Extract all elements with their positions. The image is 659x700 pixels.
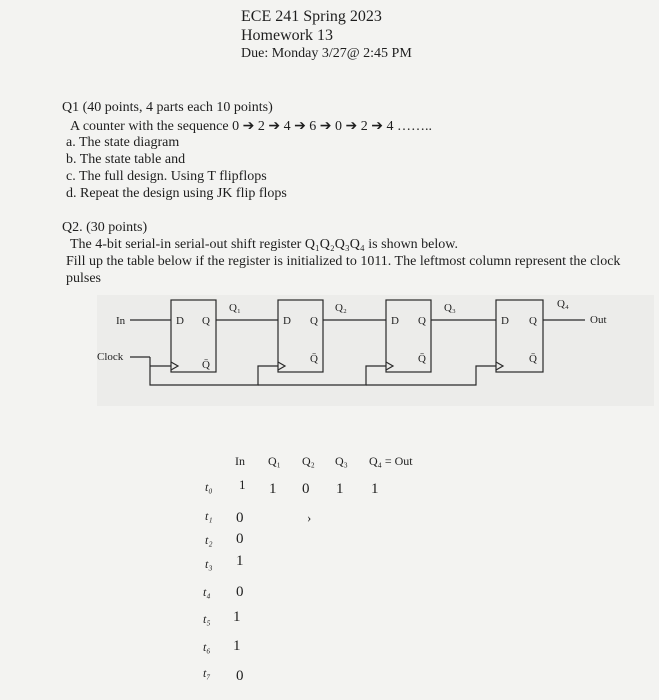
table-header-q3: Q₃ — [335, 454, 348, 468]
table-header-q4-out: Q₄ = Out — [369, 454, 413, 468]
ff2-d-label: D — [283, 315, 291, 327]
row-t0-label: t₀ — [205, 480, 213, 494]
ff1-q-label: Q — [202, 315, 210, 327]
stray-mark: › — [307, 510, 312, 525]
q1-part-b: b. The state table and — [66, 152, 186, 167]
q1-part-a: a. The state diagram — [66, 135, 180, 150]
row-t6-label: t₆ — [203, 640, 211, 654]
table-header-q2: Q₂ — [302, 454, 315, 468]
ff4-clock-triangle — [496, 362, 503, 370]
ff3-d-label: D — [391, 315, 399, 327]
row-t3-label: t₃ — [205, 557, 213, 571]
q2-line3: pulses — [66, 271, 101, 286]
row-t5-in: 1 — [233, 609, 241, 625]
q1-part-c: c. The full design. Using T flipflops — [66, 169, 267, 184]
row-t7-in: 0 — [236, 668, 244, 684]
ff4-q-label: Q — [529, 315, 537, 327]
row-t2-in: 0 — [236, 531, 244, 547]
row-t0-q2: 0 — [302, 481, 310, 497]
clock-to-ff3 — [258, 366, 386, 385]
in-label: In — [116, 315, 126, 327]
q1-part-d: d. Repeat the design using JK flip flops — [66, 186, 287, 201]
clock-bus — [150, 357, 278, 385]
q3-output-label: Q₃ — [444, 302, 456, 314]
q2-line2: Fill up the table below if the register is initialized to 1011. The leftmost column represent the clock — [66, 254, 621, 269]
row-t2-label: t₂ — [205, 533, 213, 547]
q1-output-label: Q₁ — [229, 302, 241, 314]
q2-output-label: Q₂ — [335, 302, 347, 314]
ff2-q-label: Q — [310, 315, 318, 327]
ff3-clock-triangle — [386, 362, 393, 370]
ff3-qbar-label: Q̄ — [418, 353, 426, 365]
ff2-qbar-label: Q̄ — [310, 353, 318, 365]
row-t0-q3: 1 — [336, 481, 344, 497]
assignment-title: Homework 13 — [241, 27, 333, 44]
q2-title: Q2. (30 points) — [62, 220, 148, 235]
ff1-d-label: D — [176, 315, 184, 327]
ff3-q-label: Q — [418, 315, 426, 327]
ff1-clock-triangle — [171, 362, 178, 370]
row-t3-in: 1 — [236, 553, 244, 569]
q1-title: Q1 (40 points, 4 parts each 10 points) — [62, 100, 273, 115]
table-header-q1: Q₁ — [268, 454, 281, 468]
table-header-in: In — [235, 454, 245, 468]
row-t1-label: t₁ — [205, 509, 213, 523]
course-title: ECE 241 Spring 2023 — [241, 8, 382, 25]
row-t4-label: t₄ — [203, 585, 211, 599]
row-t0-in: 1 — [239, 477, 246, 492]
row-t5-label: t₅ — [203, 612, 211, 626]
row-t0-q4: 1 — [371, 481, 379, 497]
row-t7-label: t₇ — [203, 666, 211, 680]
ff4-qbar-label: Q̄ — [529, 353, 537, 365]
q4-output-label: Q₄ — [557, 298, 569, 310]
row-t6-in: 1 — [233, 638, 241, 654]
q1-prompt: A counter with the sequence 0 ➔ 2 ➔ 4 ➔ 6 ➔ 0 ➔ 2 ➔ 4 …….. — [70, 119, 432, 134]
due-date: Due: Monday 3/27@ 2:45 PM — [241, 46, 412, 61]
row-t4-in: 0 — [236, 584, 244, 600]
q2-line1: The 4-bit serial-in serial-out shift register Q₁Q₂Q₃Q₄ is shown below. — [70, 237, 458, 252]
out-label: Out — [590, 314, 607, 326]
clock-label: Clock — [97, 351, 124, 363]
ff2-clock-triangle — [278, 362, 285, 370]
row-t1-in: 0 — [236, 510, 244, 526]
ff4-d-label: D — [501, 315, 509, 327]
ff1-qbar-label: Q̄ — [202, 359, 210, 371]
row-t0-q1: 1 — [269, 481, 277, 497]
